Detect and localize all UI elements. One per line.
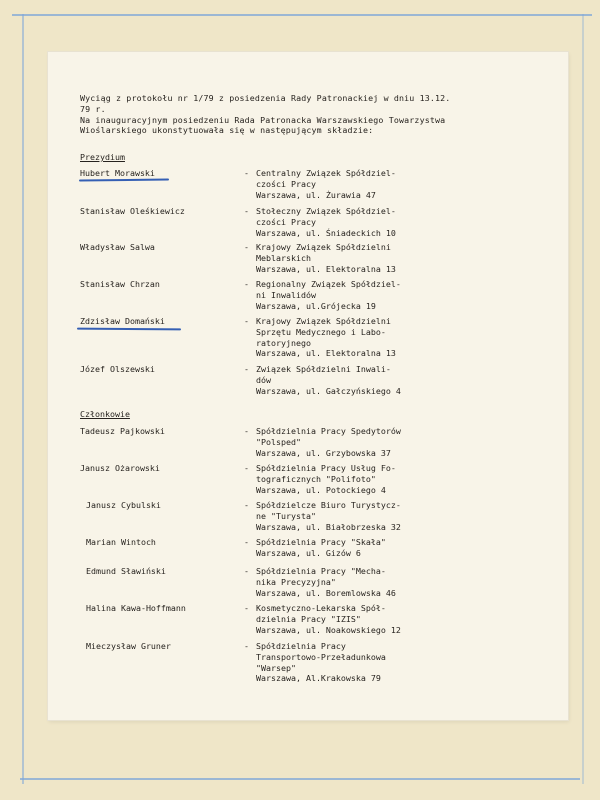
dash: - <box>244 603 249 613</box>
dash: - <box>244 500 249 510</box>
org-line: Transportowo-Przeładunkowa <box>256 651 386 662</box>
frame-line-left <box>22 14 24 784</box>
org-line: Spółdzielnia Pracy <box>256 641 346 651</box>
dash: - <box>244 364 249 374</box>
member-name: Janusz Cybulski <box>86 500 161 510</box>
org-line: "Polsped" <box>256 436 301 447</box>
org-line: Warszawa, Al.Krakowska 79 <box>256 673 381 684</box>
member-org <box>256 206 496 238</box>
member-name: Marian Wintoch <box>86 537 156 547</box>
member-name: Tadeusz Pajkowski <box>80 426 165 436</box>
org-line: dzielnia Pracy "IZIS" <box>256 613 361 624</box>
org-line: Warszawa, ul. Gałczyńskiego 4 <box>256 385 401 396</box>
presidium-heading: Prezydium <box>80 152 125 162</box>
header-line-4: Wioślarskiego ukonstytuowała się w następującym składzie: <box>80 125 374 136</box>
org-line: Spółdzielnia Pracy "Skała" <box>256 537 386 547</box>
frame-line-top <box>12 14 592 16</box>
member-org <box>256 316 496 359</box>
header-line-2: 79 r. <box>80 103 106 114</box>
org-line: Regionalny Związek Spółdziel- <box>256 279 401 289</box>
member-name: Władysław Salwa <box>80 242 155 252</box>
org-line: Warszawa, ul. Boremlowska 46 <box>256 587 396 598</box>
org-line: Stołeczny Związek Spółdziel- <box>256 206 396 216</box>
dash: - <box>244 206 249 216</box>
member-org <box>256 463 496 495</box>
org-line: Spółdzielnia Pracy "Mecha- <box>256 566 386 576</box>
member-org <box>256 242 496 274</box>
org-line: Centralny Związek Spółdziel- <box>256 168 396 178</box>
org-line: Warszawa, ul. Elektoralna 13 <box>256 348 396 359</box>
member-org <box>256 537 496 559</box>
member-name: Mieczysław Gruner <box>86 641 171 651</box>
org-line: Warszawa, ul. Śniadeckich 10 <box>256 227 396 238</box>
org-line: Warszawa, ul. Elektoralna 13 <box>256 263 396 274</box>
header-line-3: Na inauguracyjnym posiedzeniu Rada Patronacka Warszawskiego Towarzystwa <box>80 114 446 125</box>
member-org <box>256 500 496 532</box>
dash: - <box>244 279 249 289</box>
document-header <box>80 93 495 136</box>
dash: - <box>244 242 249 252</box>
member-name: Stanisław Oleśkiewicz <box>80 206 185 216</box>
frame-line-bottom <box>20 778 580 780</box>
org-line: ne "Turysta" <box>256 510 316 521</box>
dash: - <box>244 168 249 178</box>
org-line: dów <box>256 374 271 385</box>
org-line: czości Pracy <box>256 216 316 227</box>
org-line: Warszawa, ul.Grójecka 19 <box>256 300 376 311</box>
org-line: ratoryjnego <box>256 337 311 348</box>
org-line: Spółdzielnia Pracy Usług Fo- <box>256 463 396 473</box>
frame-line-right <box>582 14 584 784</box>
org-line: tograficznych "Polifoto" <box>256 473 376 484</box>
header-line-1: Wyciąg z protokołu nr 1/79 z posiedzenia Rady Patronackiej w dniu 13.12. <box>80 93 451 103</box>
member-name: Stanisław Chrzan <box>80 279 160 289</box>
member-org <box>256 279 496 311</box>
org-line: nika Precyzyjna" <box>256 576 336 587</box>
dash: - <box>244 566 249 576</box>
org-line: Meblarskich <box>256 252 311 263</box>
members-heading: Członkowie <box>80 409 130 419</box>
member-org <box>256 641 496 684</box>
member-org <box>256 168 496 200</box>
dash: - <box>244 641 249 651</box>
org-line: Spółdzielcze Biuro Turystycz- <box>256 500 401 510</box>
dash: - <box>244 426 249 436</box>
org-line: Warszawa, ul. Żurawia 47 <box>256 189 376 200</box>
org-line: Warszawa, ul. Noakowskiego 12 <box>256 624 401 635</box>
org-line: czości Pracy <box>256 178 316 189</box>
dash: - <box>244 537 249 547</box>
member-name: Edmund Sławiński <box>86 566 166 576</box>
org-line: Warszawa, ul. Grzybowska 37 <box>256 447 391 458</box>
dash: - <box>244 463 249 473</box>
member-name: Janusz Ożarowski <box>80 463 160 473</box>
org-line: ni Inwalidów <box>256 289 316 300</box>
org-line: "Warsep" <box>256 662 296 673</box>
org-line: Krajowy Związek Spółdzielni <box>256 316 391 326</box>
member-org <box>256 426 496 458</box>
member-org <box>256 364 496 396</box>
org-line: Warszawa, ul. Białobrzeska 32 <box>256 521 401 532</box>
org-line: Związek Spółdzielni Inwali- <box>256 364 391 374</box>
member-name: Józef Olszewski <box>80 364 155 374</box>
org-line: Krajowy Związek Spółdzielni <box>256 242 391 252</box>
org-line: Kosmetyczno-Lekarska Spół- <box>256 603 386 613</box>
member-name: Halina Kawa-Hoffmann <box>86 603 186 613</box>
org-line: Spółdzielnia Pracy Spedytorów <box>256 426 401 436</box>
member-org <box>256 566 496 598</box>
member-name: Zdzisław Domański <box>80 316 165 326</box>
org-line: Warszawa, ul. Potockiego 4 <box>256 484 386 495</box>
org-line: Warszawa, ul. Gizów 6 <box>256 547 361 558</box>
member-name: Hubert Morawski <box>80 168 155 178</box>
dash: - <box>244 316 249 326</box>
org-line: Sprzętu Medycznego i Labo- <box>256 326 386 337</box>
member-org <box>256 603 496 635</box>
